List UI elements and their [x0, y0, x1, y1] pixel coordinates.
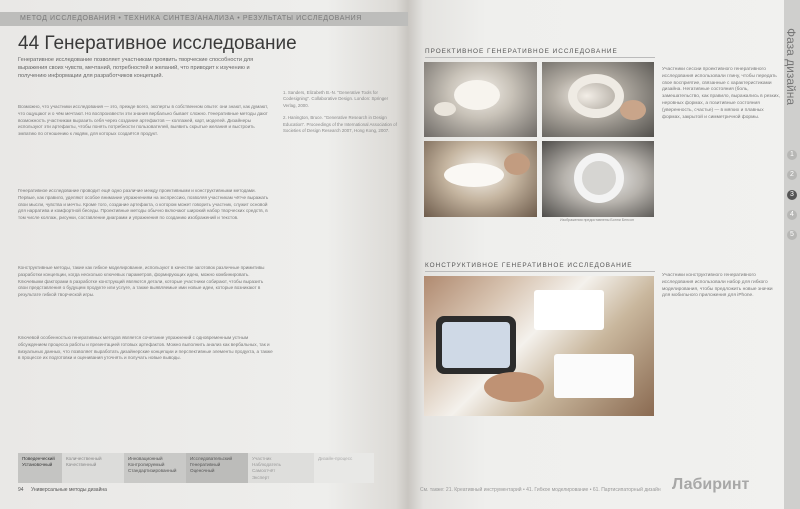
classification-cell: Контролируемый: [128, 462, 165, 468]
paper-card: [534, 290, 604, 330]
page-title: [18, 33, 398, 55]
phase-title: Фаза дизайна: [784, 28, 798, 106]
classification-column: [18, 453, 62, 483]
phase-number: 4: [787, 210, 797, 220]
classification-cell: Оценочный: [190, 468, 215, 474]
section-heading-constructive: КОНСТРУКТИВНОЕ ГЕНЕРАТИВНОЕ ИССЛЕДОВАНИЕ: [425, 262, 633, 269]
classification-cell: Качественный: [66, 462, 97, 468]
body-paragraph: Возможно, что участники исследования — это, прежде всего, эксперты в собственном опыте: они знают, как думают, что ощущают и о чём мечтают. Но воспроизвести эти знания вербально бывает сложно. Генеративные методы дают возможность участникам выразить себя через создание артефактов — коллажей, карт, моделей. Дизайнеры используют эти артефакты, чтобы понять потребности пользователей, выявить скрытые желания и выстроить эмпатию по отношению к людям, для которых создаётся продукт.: [18, 104, 269, 137]
clay-photo: [542, 141, 654, 217]
references: [283, 90, 401, 140]
method-title: Генеративное исследование: [44, 33, 297, 54]
classification-column: [62, 453, 124, 483]
clay-spiral: [574, 153, 624, 203]
flexible-modeling-photo: [424, 276, 654, 416]
hand-shape: [620, 100, 646, 120]
hand-shape: [504, 153, 530, 175]
phone-screen: [442, 322, 510, 368]
photo-caption: Изображения предоставлены Бонни Бенсон: [560, 218, 634, 222]
clay-shape: [434, 102, 456, 116]
classification-cell: Установочный: [22, 462, 53, 468]
clay-ring: [568, 74, 624, 118]
classification-cell: Инновационный: [128, 456, 163, 461]
hand-shape: [484, 372, 544, 402]
phase-number-active: 3: [787, 190, 797, 200]
phase-number: 2: [787, 170, 797, 180]
divider: [425, 57, 655, 58]
body-paragraph: Ключевой особенностью генеративных методов является сочетание упражнений с одновременным устным обсуждением процесса работы и презентацией готовых артефактов. Можно выполнить анализ как вербальных, так и визуальных данных, что позволяет выработать дизайнерские концепции и перспективные элементы продукта, а также в процессе их подготовки и оценивания уточнять и получать новые выводы.: [18, 335, 273, 361]
left-footer: [18, 487, 107, 493]
classification-cell: Поведенческий: [22, 456, 55, 461]
classification-column: [186, 453, 248, 483]
classification-cell: Генеративный: [190, 462, 221, 468]
clay-photo: [424, 62, 537, 137]
classification-cell: Участник: [252, 456, 272, 461]
clay-shape: [454, 80, 500, 110]
watermark: Лабиринт: [672, 476, 750, 493]
classification-column: [124, 453, 186, 483]
classification-cell: Дизайн-процесс: [318, 456, 353, 461]
clay-photo: [424, 141, 537, 217]
classification-column: [314, 453, 374, 483]
reference-item: 1. Sanders, Elizabeth B.-N. "Generative Tools for Codesigning". Collaborative Design. London: Springer Verlag, 2000.: [283, 90, 389, 108]
paper-card: [554, 354, 634, 398]
classification-cell: Эксперт: [252, 474, 270, 480]
see-also-footer: См. также: 21. Креативный инструментарий • 41. Гибкое моделирование • 61. Партисипаторный дизайн: [420, 487, 661, 493]
side-note-projective: Участники сессии проективного генеративного исследования использовали глину, чтобы передать свое восприятие, связанные с характеристиками дизайна. Негативные состояния (боль, замешательство, как правило, выражались в резких, неровных формах, а позитивные состояния (уверенность, счастье) — в мягких и плавных формах, закрытой и симметричной формы.: [662, 67, 781, 120]
page-number: 94: [18, 487, 24, 493]
clay-photo: [542, 62, 654, 137]
phase-number: 5: [787, 230, 797, 240]
classification-cell: Количественный: [66, 456, 102, 461]
body-paragraph: Конструктивные методы, такие как гибкое моделирование, используют в качестве заготовок различные примитивы разработки концепции, когда несколько ключевых параметров, формирующих идею, можно комбинировать. Ключевыми факторами в разработке конструкций являются детали, которые участники собирают, чтобы выразить свои представления о будущем продукте или услуге, а также выявляемые ими новые идеи, которые возникают в результате гибкой творческой игры.: [18, 265, 265, 298]
reference-item: 2. Hanington, Bruce. "Generative Research in Design Education". Proceedings of the International Association of Societies of Design Research 2007, Hong Kong, 2007.: [283, 115, 397, 134]
classification-cell: Наблюдатель: [252, 462, 281, 468]
classification-cell: Исследовательский: [190, 456, 233, 461]
phase-number: 1: [787, 150, 797, 160]
body-paragraph: Генеративное исследование проводит ещё одно различие между проективными и конструктивными методами. Первые, как правило, уделяют особое внимание упражнениям на экспрессию, позволяя участникам чётче выражать свои мысли, чувства и мечты. Кроме того, создание артефакта, о котором может говорить участник, служит основой для нарратива и комфортной беседы. Проективные методы обычно включают широкий набор творческих средств, в том числе коллаж, рисунки, составление диаграмм и упражнения по созданию изображений и текстов.: [18, 188, 269, 221]
clay-shape: [444, 163, 504, 187]
classification-column: [248, 453, 314, 483]
method-number: 44: [18, 33, 40, 54]
lead-paragraph: Генеративное исследование позволяет участникам проявить творческие способности для выражения своих чувств, мечтаний, потребностей и желаний, что приводит к изучению и получению информации для разработчиков концепций.: [18, 57, 254, 80]
classification-cell: Стандартизированный: [128, 468, 177, 474]
side-note-constructive: Участники конструктивного генеративного исследования использовали набор для гибкого моделирования, чтобы предложить новые значки для мобильного приложения для iPhone.: [662, 273, 773, 299]
section-heading-projective: ПРОЕКТИВНОЕ ГЕНЕРАТИВНОЕ ИССЛЕДОВАНИЕ: [425, 48, 618, 55]
classification-cell: Самоотчёт: [252, 468, 276, 474]
breadcrumb: МЕТОД ИССЛЕДОВАНИЯ • ТЕХНИКА СИНТЕЗ/АНАЛИЗА • РЕЗУЛЬТАТЫ ИССЛЕДОВАНИЯ: [0, 12, 408, 26]
divider: [425, 271, 655, 272]
phase-numbers: [784, 150, 800, 250]
book-title: Универсальные методы дизайна: [30, 487, 107, 493]
